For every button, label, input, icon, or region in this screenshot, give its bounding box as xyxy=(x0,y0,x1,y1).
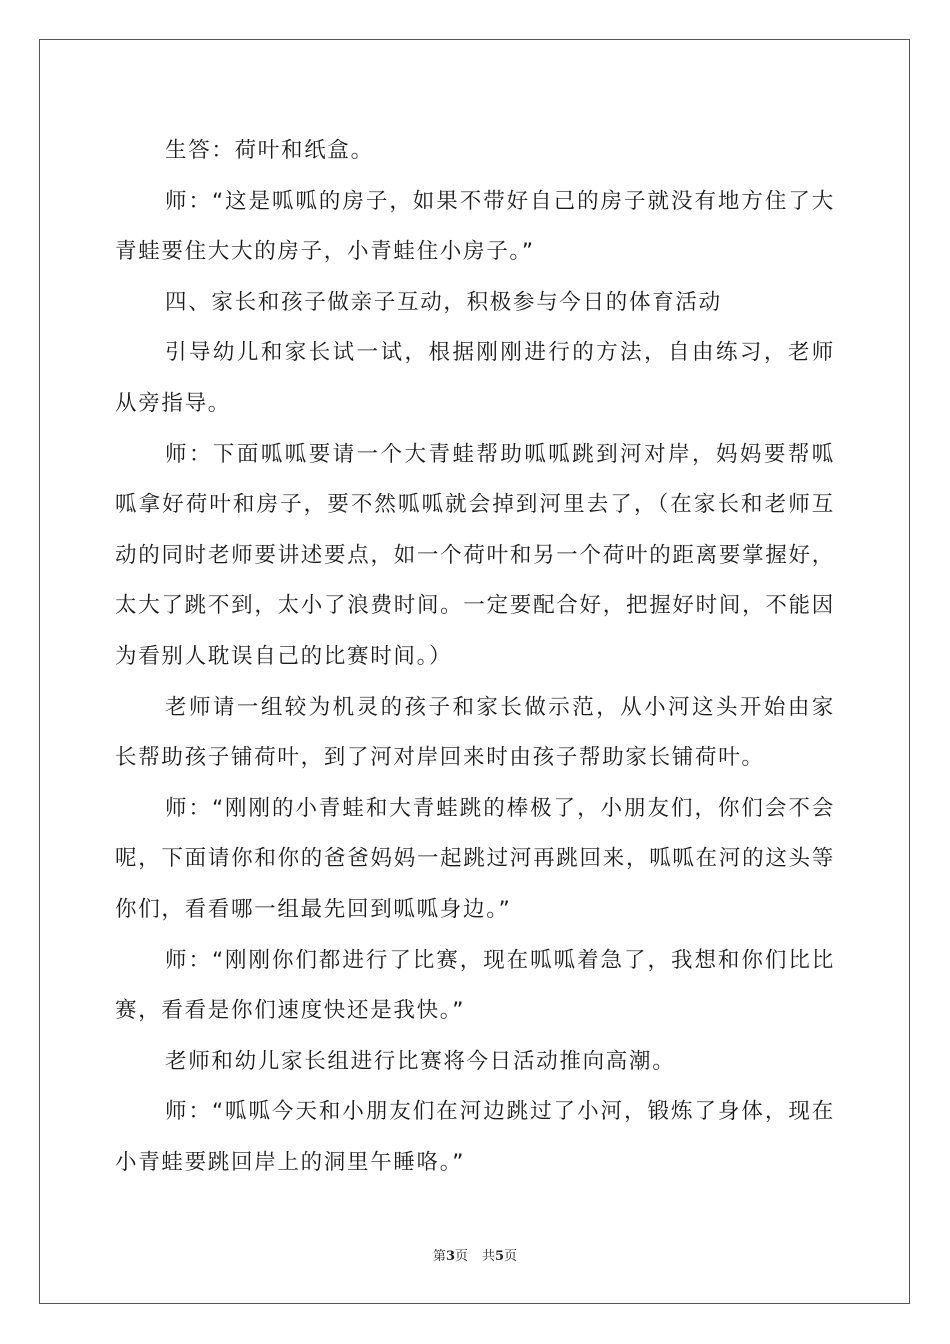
paragraph: 师：“呱呱今天和小朋友们在河边跳过了小河，锻炼了身体，现在小青蛙要跳回岸上的洞里午睡咯。” xyxy=(115,1099,835,1175)
paragraph: 老师和幼儿家长组进行比赛将今日活动推向高潮。 xyxy=(165,1048,676,1074)
paragraph: 师：“刚刚你们都进行了比赛，现在呱呱着急了，我想和你们比比赛，看看是你们速度快还是我快。” xyxy=(115,947,835,1024)
page-number: 3 xyxy=(445,1249,455,1264)
total-prefix: 共 xyxy=(482,1249,496,1264)
total-pages: 5 xyxy=(495,1249,505,1264)
paragraph: 引导幼儿和家长试一试，根据刚刚进行的方法，自由练习，老师从旁指导。 xyxy=(115,340,835,416)
paragraph: 老师请一组较为机灵的孩子和家长做示范，从小河这头开始由家长帮助孩子铺荷叶，到了河对岸回来时由孩子帮助家长铺荷叶。 xyxy=(115,694,835,771)
page-prefix: 第 xyxy=(432,1249,446,1264)
paragraph: 师：“刚刚的小青蛙和大青蛙跳的棒极了，小朋友们，你们会不会呢，下面请你和你的爸爸妈妈一起跳过河再跳回来，呱呱在河的这头等你们，看看哪一组最先回到呱呱身边。” xyxy=(115,795,835,922)
paragraph: 师：下面呱呱要请一个大青蛙帮助呱呱跳到河对岸，妈妈要帮呱呱拿好荷叶和房子，要不然呱呱就会掉到河里去了，（在家长和老师互动的同时老师要讲述要点，如一个荷叶和另一个荷叶的距离要掌握好，太大了跳不到，太小了浪费时间。一定要配合好，把握好时间，不能因为看别人耽误自己的比赛时间。） xyxy=(115,441,835,669)
paragraph: 四、家长和孩子做亲子互动，积极参与今日的体育活动 xyxy=(165,289,722,315)
paragraph: 师：“这是呱呱的房子，如果不带好自己的房子就没有地方住了大青蛙要住大大的房子，小青蛙住小房子。” xyxy=(115,188,835,265)
paragraph: 生答：荷叶和纸盒。 xyxy=(165,138,374,163)
page-suffix: 页 xyxy=(454,1249,468,1264)
page-footer xyxy=(0,1245,950,1264)
document-body xyxy=(115,126,835,1188)
total-suffix: 页 xyxy=(504,1249,518,1264)
